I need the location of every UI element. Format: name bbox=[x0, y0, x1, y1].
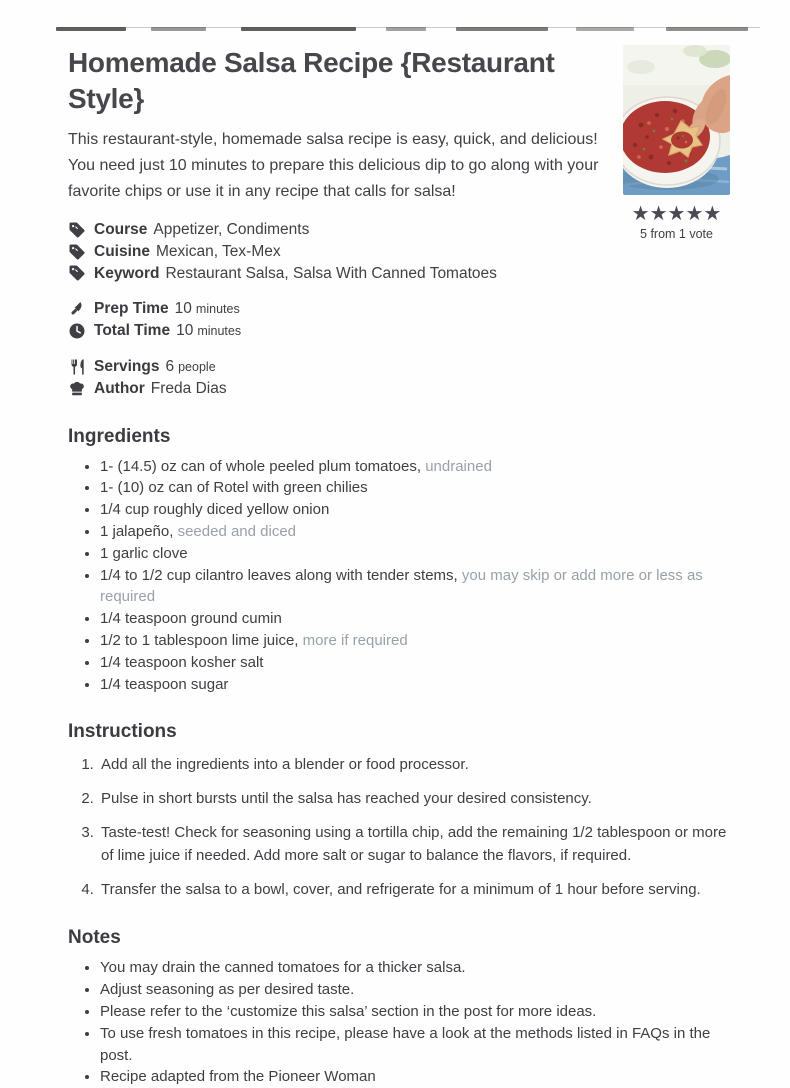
note-item: • You may drain the canned tomatoes for a thicker salsa. bbox=[100, 957, 730, 979]
meta-group-times bbox=[68, 298, 620, 342]
meta-cuisine bbox=[68, 241, 620, 263]
meta-label: Course bbox=[94, 221, 148, 238]
recipe-header-main bbox=[68, 45, 620, 400]
instruction-step: 3. Taste-test! Check for seasoning using a tortilla chip, add the remaining 1/2 tablespoon or more of lime juice if needed. Add more salt or sugar to balance the flavors, if required. bbox=[98, 821, 730, 867]
note-item: • To use fresh tomatoes in this recipe, please have a look at the methods listed in FAQs in the post. bbox=[100, 1023, 730, 1067]
meta-prep-time bbox=[68, 298, 620, 320]
instruction-step: 4. Transfer the salsa to a bowl, cover, and refrigerate for a minimum of 1 hour before serving. bbox=[98, 878, 730, 901]
meta-value: Freda Dias bbox=[150, 379, 227, 397]
instructions-list bbox=[68, 753, 730, 901]
meta-unit: minutes bbox=[195, 302, 240, 317]
meta-label: Cuisine bbox=[94, 242, 150, 260]
meta-value: Appetizer, Condiments bbox=[153, 221, 310, 238]
star-rating: ★★★★★ bbox=[631, 201, 722, 225]
meta-group-tags bbox=[68, 219, 620, 284]
meta-unit: minutes bbox=[197, 324, 242, 339]
notes-section bbox=[68, 927, 730, 1088]
recipe-header bbox=[68, 45, 730, 400]
meta-value: Mexican, Tex-Mex bbox=[155, 242, 281, 260]
ingredient-item: • 1/4 teaspoon kosher salt bbox=[100, 652, 730, 674]
meta-unit: people bbox=[178, 359, 216, 374]
ingredient-item: • 1/4 teaspoon ground cumin bbox=[100, 608, 730, 630]
ingredients-heading: Ingredients bbox=[68, 425, 171, 447]
meta-value: 10 bbox=[176, 322, 194, 340]
meta-group-serving bbox=[68, 356, 620, 400]
ingredient-item: • 1/4 teaspoon sugar bbox=[100, 674, 730, 696]
tag-icon bbox=[68, 243, 86, 261]
meta-total-time bbox=[68, 320, 620, 342]
clock-icon bbox=[68, 322, 86, 340]
meta-label: Author bbox=[94, 379, 145, 397]
chef-hat-icon bbox=[68, 380, 86, 398]
meta-value: Restaurant Salsa, Salsa With Canned Tomatoes bbox=[165, 264, 497, 282]
meta-value: 10 bbox=[174, 300, 192, 318]
meta-keyword bbox=[68, 263, 620, 285]
ingredient-item: • 1/4 cup roughly diced yellow onion bbox=[100, 499, 730, 521]
note-item: • Recipe adapted from the Pioneer Woman bbox=[100, 1066, 730, 1088]
note-item: • Please refer to the ‘customize this salsa’ section in the post for more ideas. bbox=[100, 1001, 730, 1023]
ingredient-item: • 1/2 to 1 tablespoon lime juice, more if required bbox=[100, 630, 730, 652]
ingredient-note: seeded and diced bbox=[177, 522, 297, 540]
recipe-title: Homemade Salsa Recipe {Restaurant Style} bbox=[68, 47, 555, 114]
meta-servings bbox=[68, 356, 620, 378]
meta-label: Prep Time bbox=[94, 300, 169, 318]
ingredient-item: • 1 jalapeño, seeded and diced bbox=[100, 521, 730, 543]
knife-icon bbox=[68, 300, 86, 318]
instructions-heading: Instructions bbox=[68, 721, 177, 743]
recipe-card bbox=[58, 27, 760, 1088]
instructions-section bbox=[68, 721, 730, 901]
recipe-header-side bbox=[623, 45, 730, 400]
ingredient-item: • 1- (14.5) oz can of whole peeled plum tomatoes, undrained bbox=[100, 456, 730, 478]
recipe-photo bbox=[623, 45, 730, 195]
ingredient-note: you may skip or add more or less as required bbox=[100, 566, 703, 606]
meta-course bbox=[68, 219, 620, 241]
note-item: • Adjust seasoning as per desired taste. bbox=[100, 979, 730, 1001]
meta-label: Keyword bbox=[94, 264, 160, 282]
meta-value: 6 bbox=[165, 357, 175, 375]
meta-label: Total Time bbox=[94, 322, 171, 340]
instruction-step: 1. Add all the ingredients into a blender or food processor. bbox=[98, 753, 730, 776]
ingredient-note: more if required bbox=[302, 631, 408, 649]
tag-icon bbox=[68, 221, 86, 239]
meta-author bbox=[68, 378, 620, 400]
vote-count: 5 from 1 vote bbox=[640, 227, 713, 241]
tag-icon bbox=[68, 264, 86, 282]
ingredient-item: • 1/4 to 1/2 cup cilantro leaves along with tender stems, you may skip or add more or less as required bbox=[100, 565, 730, 609]
meta-label: Servings bbox=[94, 357, 160, 375]
recipe-description: This restaurant-style, homemade salsa recipe is easy, quick, and delicious! You need just 10 minutes to prepare this delicious dip to go along with your favorite chips or use it in any recipe that calls for salsa! bbox=[68, 131, 599, 200]
ingredient-item: • 1- (10) oz can of Rotel with green chilies bbox=[100, 477, 730, 499]
ingredients-section bbox=[68, 426, 730, 696]
ingredient-note: undrained bbox=[425, 457, 492, 475]
instruction-step: 2. Pulse in short bursts until the salsa has reached your desired consistency. bbox=[98, 787, 730, 810]
scan-artifact bbox=[56, 27, 756, 32]
ingredient-item: • 1 garlic clove bbox=[100, 543, 730, 565]
notes-heading: Notes bbox=[68, 927, 121, 949]
utensils-icon bbox=[68, 358, 86, 376]
ingredients-list bbox=[68, 456, 730, 696]
